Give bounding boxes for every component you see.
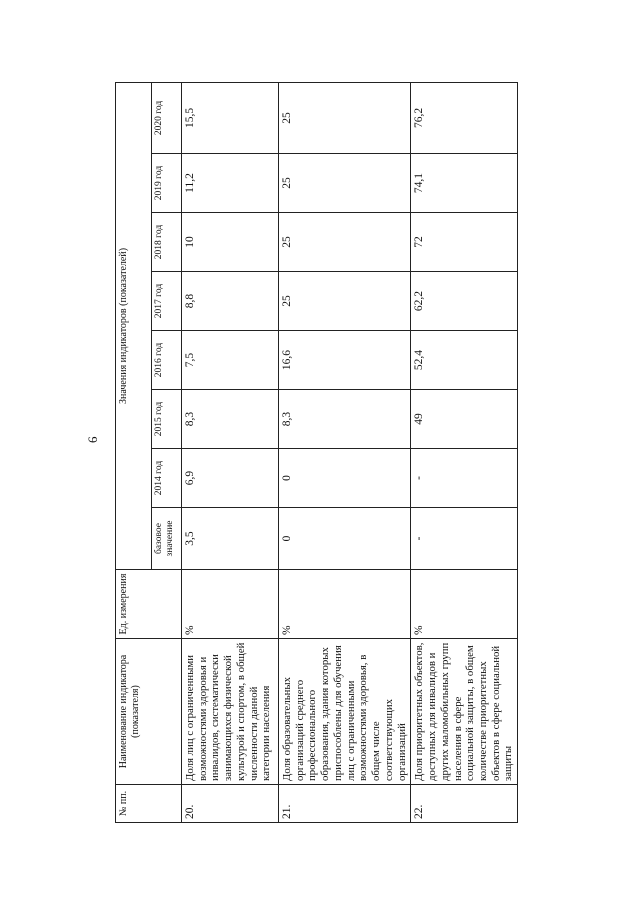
col-header-year: 2015 год	[152, 390, 182, 449]
col-header-year: 2016 год	[152, 331, 182, 390]
indicators-table	[115, 82, 518, 823]
year-value: -	[411, 449, 518, 508]
col-header-unit: Ед. измерения	[116, 570, 182, 639]
table-row	[279, 82, 411, 822]
col-header-year: 2017 год	[152, 272, 182, 331]
year-value: 72	[411, 213, 518, 272]
year-value: 7,5	[182, 331, 279, 390]
year-value: 8,3	[279, 390, 411, 449]
base-value: 0	[279, 508, 411, 570]
unit-cell: %	[279, 570, 411, 639]
row-number: 21.	[279, 785, 411, 823]
year-value: 25	[279, 82, 411, 153]
year-value: 49	[411, 390, 518, 449]
year-value: 76,2	[411, 82, 518, 153]
year-value: 25	[279, 272, 411, 331]
unit-cell: %	[411, 570, 518, 639]
base-value: -	[411, 508, 518, 570]
row-number: 20.	[182, 785, 279, 823]
page-number: 6	[85, 436, 100, 443]
year-value: 10	[182, 213, 279, 272]
year-value: 52,4	[411, 331, 518, 390]
col-header-year: 2014 год	[152, 449, 182, 508]
table-row	[411, 82, 518, 822]
header-row-1	[116, 82, 152, 822]
year-value: 25	[279, 213, 411, 272]
indicator-name: Доля образовательных организаций среднего профессионального образования, здания которых приспособлены для обучения лиц с ограниченными возможностями здоровья, в общем числе соответствующих организаций	[279, 639, 411, 785]
indicator-name: Доля приоритетных объектов, доступных для инвалидов и других маломобильных групп населения в сфере социальной защиты, в общем количестве приоритетных объектов в сфере социальной защиты	[411, 639, 518, 785]
indicator-name: Доля лиц с ограниченными возможностями здоровья и инвалидов, систематически занимающихся физической культурой и спортом, в общей численности данной категории населения	[182, 639, 279, 785]
col-header-base: базовое значение	[152, 508, 182, 570]
year-value: 6,9	[182, 449, 279, 508]
year-value: 8,8	[182, 272, 279, 331]
year-value: 25	[279, 154, 411, 213]
col-header-values-group: Значения индикаторов (показателей)	[116, 82, 152, 569]
table-row	[182, 82, 279, 822]
col-header-year: 2020 год	[152, 82, 182, 153]
year-value: 0	[279, 449, 411, 508]
year-value: 15,5	[182, 82, 279, 153]
year-value: 8,3	[182, 390, 279, 449]
indicators-table-rotated	[115, 83, 515, 823]
year-value: 16,6	[279, 331, 411, 390]
year-value: 11,2	[182, 154, 279, 213]
col-header-name: Наименование индикатора (показателя)	[116, 639, 182, 785]
unit-cell: %	[182, 570, 279, 639]
row-number: 22.	[411, 785, 518, 823]
year-value: 62,2	[411, 272, 518, 331]
col-header-year: 2018 год	[152, 213, 182, 272]
year-value: 74,1	[411, 154, 518, 213]
col-header-year: 2019 год	[152, 154, 182, 213]
base-value: 3,5	[182, 508, 279, 570]
col-header-no: № пп.	[116, 785, 182, 823]
